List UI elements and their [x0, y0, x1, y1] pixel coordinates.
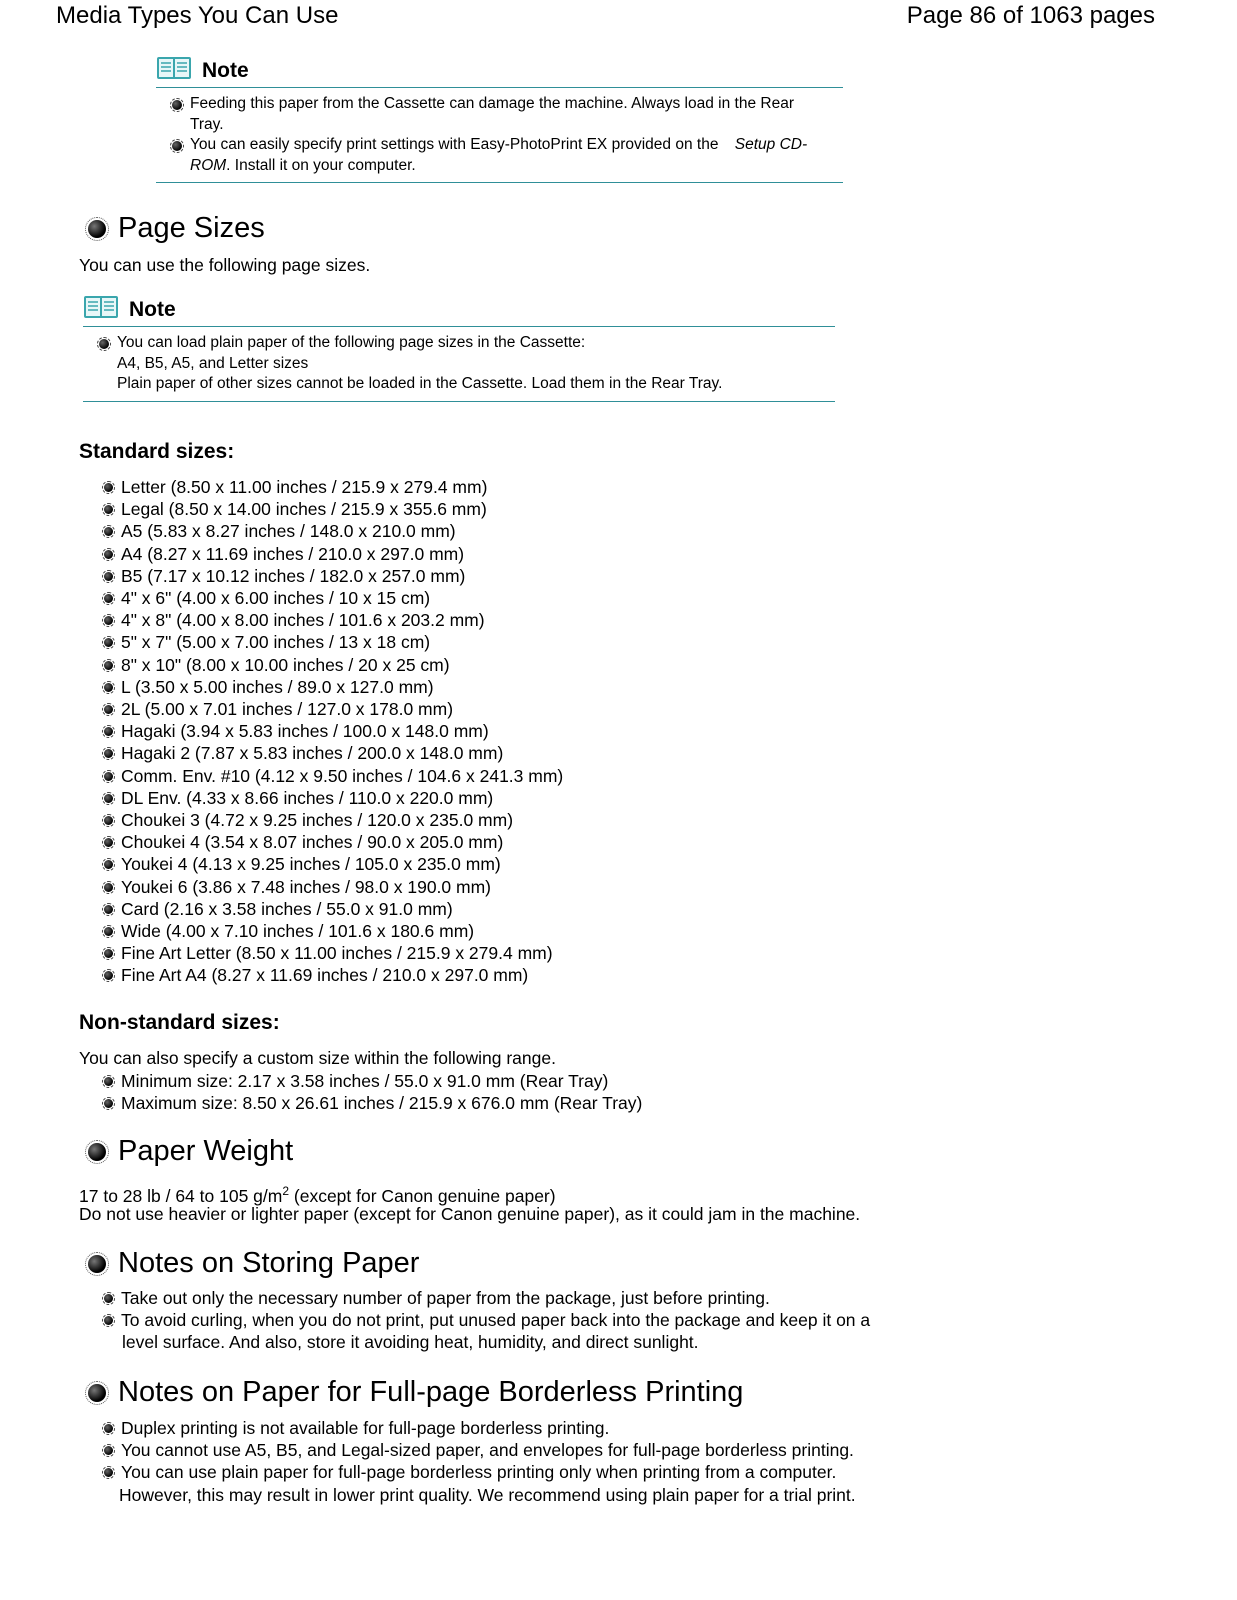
list-item-text: 4" x 8" (4.00 x 8.00 inches / 101.6 x 203.2 mm): [121, 610, 485, 631]
list-item: [104, 1092, 642, 1114]
note-item: [83, 333, 835, 395]
list-item: [104, 565, 563, 587]
bullet-icon: [104, 594, 113, 603]
list-item-text: Comm. Env. #10 (4.12 x 9.50 inches / 104.6 x 241.3 mm): [121, 765, 564, 786]
bullet-icon: [88, 220, 106, 238]
note-text: Feeding this paper from the Cassette can damage the machine. Always load in the Rear: [190, 95, 794, 112]
list-item: [104, 1309, 870, 1353]
bullet-icon: [104, 661, 113, 670]
list-item-text: Hagaki 2 (7.87 x 5.83 inches / 200.0 x 148.0 mm): [121, 743, 504, 764]
list-item-text: B5 (7.17 x 10.12 inches / 182.0 x 257.0 mm): [121, 565, 466, 586]
list-item-text: 5" x 7" (5.00 x 7.00 inches / 13 x 18 cm): [121, 632, 431, 653]
list-item: [104, 942, 563, 964]
list-item: [104, 876, 563, 898]
bullet-icon: [104, 1316, 113, 1325]
note-text: . Install it on your computer.: [226, 156, 416, 174]
storing-list: [104, 1287, 870, 1354]
list-item-text: 8" x 10" (8.00 x 10.00 inches / 20 x 25 cm): [121, 654, 450, 675]
bullet-icon: [172, 100, 182, 110]
bullet-icon: [104, 905, 113, 914]
list-item: [104, 1070, 642, 1092]
note-text: Tray.: [190, 115, 224, 133]
bullet-icon: [104, 705, 113, 714]
list-item: [104, 765, 563, 787]
list-item-text: Fine Art Letter (8.50 x 11.00 inches / 215.9 x 279.4 mm): [121, 943, 553, 964]
list-item-text: Youkei 6 (3.86 x 7.48 inches / 98.0 x 190.0 mm): [121, 876, 491, 897]
list-item: [104, 831, 563, 853]
list-item: [104, 587, 563, 609]
list-item: [104, 742, 563, 764]
list-item: [104, 676, 563, 698]
list-item-text: A4 (8.27 x 11.69 inches / 210.0 x 297.0 mm): [121, 543, 465, 564]
list-item: [104, 1417, 856, 1439]
weight-text: (except for Canon genuine paper): [289, 1185, 556, 1206]
heading-text: Notes on Paper for Full-page Borderless Printing: [118, 1376, 744, 1408]
bullet-icon: [104, 971, 113, 980]
list-item-text: Youkei 4 (4.13 x 9.25 inches / 105.0 x 235.0 mm): [121, 854, 501, 875]
note-text: Plain paper of other sizes cannot be loaded in the Cassette. Load them in the Rear Tray.: [117, 375, 723, 392]
list-item-text: You can use plain paper for full-page borderless printing only when printing from a computer.: [121, 1462, 837, 1483]
note-text-italic: ROM: [190, 156, 227, 174]
list-item-text: Duplex printing is not available for full-page borderless printing.: [121, 1418, 610, 1438]
list-item: [104, 520, 563, 542]
nonstandard-sizes-list: [104, 1070, 642, 1114]
bullet-icon: [104, 483, 113, 492]
bullet-icon: [104, 1077, 113, 1086]
note-text: A4, B5, A5, and Letter sizes: [117, 354, 309, 372]
heading-text: Notes on Storing Paper: [118, 1247, 420, 1279]
bullet-icon: [104, 550, 113, 559]
bullet-icon: [104, 794, 113, 803]
list-item-text: Wide (4.00 x 7.10 inches / 101.6 x 180.6 mm): [121, 921, 475, 942]
bullet-icon: [104, 1468, 113, 1477]
note-text: You can easily specify print settings with Easy-PhotoPrint EX provided on the: [190, 136, 719, 153]
bullet-icon: [104, 505, 113, 514]
paragraph: Do not use heavier or lighter paper (except for Canon genuine paper), as it could jam in the machine.: [79, 1204, 861, 1224]
note-list: [83, 327, 835, 402]
note-box-cassette: [156, 55, 843, 183]
list-item-text: Legal (8.50 x 14.00 inches / 215.9 x 355.6 mm): [121, 499, 487, 520]
note-box-cassette-sizes: [83, 294, 835, 402]
page-header: [56, 2, 1155, 32]
bullet-icon: [104, 1294, 113, 1303]
bullet-icon: [88, 1384, 106, 1402]
note-text-italic: Setup CD-: [734, 136, 808, 153]
paragraph: You can also specify a custom size within the following range.: [79, 1048, 556, 1068]
list-item-text: Minimum size: 2.17 x 3.58 inches / 55.0 x 91.0 mm (Rear Tray): [121, 1071, 609, 1091]
note-item: [156, 94, 843, 135]
note-item: [156, 135, 843, 176]
bullet-icon: [104, 949, 113, 958]
list-item: [104, 853, 563, 875]
list-item: [104, 498, 563, 520]
bullet-icon: [104, 616, 113, 625]
bullet-icon: [104, 927, 113, 936]
bullet-icon: [104, 727, 113, 736]
list-item: [104, 698, 563, 720]
list-item: [104, 809, 563, 831]
list-item-text: Maximum size: 8.50 x 26.61 inches / 215.9 x 676.0 mm (Rear Tray): [121, 1093, 643, 1114]
note-label: Note: [202, 59, 249, 82]
bullet-icon: [104, 572, 113, 581]
bullet-icon: [104, 1424, 113, 1433]
weight-text: 17 to 28 lb / 64 to 105 g/m: [79, 1185, 283, 1206]
list-item-text: Letter (8.50 x 11.00 inches / 215.9 x 279.4 mm): [121, 477, 488, 497]
bullet-icon: [104, 816, 113, 825]
list-item: [104, 787, 563, 809]
list-item: [104, 476, 563, 498]
list-item-text: L (3.50 x 5.00 inches / 89.0 x 127.0 mm): [121, 676, 434, 697]
list-item: [104, 631, 563, 653]
list-item: [104, 920, 563, 942]
bullet-icon: [104, 860, 113, 869]
bullet-icon: [99, 339, 109, 349]
bullet-icon: [104, 1099, 113, 1108]
book-icon: [156, 55, 192, 81]
heading-text: Paper Weight: [118, 1135, 294, 1167]
list-item-text: Take out only the necessary number of paper from the package, just before printing.: [121, 1288, 770, 1308]
note-text: You can load plain paper of the following page sizes in the Cassette:: [117, 334, 586, 351]
list-item: [104, 1287, 870, 1309]
list-item-text: Card (2.16 x 3.58 inches / 55.0 x 91.0 mm): [121, 898, 453, 919]
bullet-icon: [172, 141, 182, 151]
borderless-list: [104, 1417, 856, 1506]
note-label: Note: [129, 298, 176, 321]
list-item: [104, 720, 563, 742]
list-item-text: However, this may result in lower print quality. We recommend using plain paper for a trial print.: [119, 1484, 856, 1505]
list-item: [104, 543, 563, 565]
document-title: Media Types You Can Use: [56, 2, 339, 29]
subheading-standard-sizes: Standard sizes:: [79, 440, 235, 463]
subheading-nonstandard-sizes: Non-standard sizes:: [79, 1011, 280, 1034]
bullet-icon: [104, 1446, 113, 1455]
bullet-icon: [104, 772, 113, 781]
note-header: [156, 55, 843, 88]
list-item-text: level surface. And also, store it avoiding heat, humidity, and direct sunlight.: [122, 1332, 699, 1353]
bullet-icon: [104, 838, 113, 847]
list-item-text: 2L (5.00 x 7.01 inches / 127.0 x 178.0 mm): [121, 699, 454, 720]
list-item-text: Choukei 3 (4.72 x 9.25 inches / 120.0 x 235.0 mm): [121, 810, 514, 831]
heading-text: Page Sizes: [118, 212, 265, 244]
bullet-icon: [104, 749, 113, 758]
page-number: Page 86 of 1063 pages: [906, 2, 1155, 29]
bullet-icon: [104, 883, 113, 892]
list-item: [104, 964, 563, 986]
paragraph: You can use the following page sizes.: [79, 255, 371, 275]
list-item-text: DL Env. (4.33 x 8.66 inches / 110.0 x 220.0 mm): [121, 787, 494, 808]
list-item-text: Hagaki (3.94 x 5.83 inches / 100.0 x 148.0 mm): [121, 721, 489, 742]
list-item: [104, 898, 563, 920]
bullet-icon: [88, 1143, 106, 1161]
book-icon: [83, 294, 119, 320]
list-item: [104, 609, 563, 631]
list-item-text: You cannot use A5, B5, and Legal-sized paper, and envelopes for full-page borderless printing.: [121, 1440, 854, 1461]
list-item-text: Fine Art A4 (8.27 x 11.69 inches / 210.0 x 297.0 mm): [121, 965, 529, 986]
list-item-text: Choukei 4 (3.54 x 8.07 inches / 90.0 x 205.0 mm): [121, 832, 504, 853]
bullet-icon: [104, 527, 113, 536]
list-item-text: 4" x 6" (4.00 x 6.00 inches / 10 x 15 cm): [121, 588, 431, 609]
bullet-icon: [88, 1255, 106, 1273]
list-item: [104, 1439, 856, 1461]
note-list: [156, 88, 843, 183]
list-item-text: A5 (5.83 x 8.27 inches / 148.0 x 210.0 mm): [121, 521, 456, 542]
bullet-icon: [104, 638, 113, 647]
list-item: [104, 1461, 856, 1505]
bullet-icon: [104, 683, 113, 692]
note-header: [83, 294, 835, 327]
superscript: 2: [282, 1184, 290, 1198]
standard-sizes-list: [104, 476, 563, 987]
list-item-text: To avoid curling, when you do not print, put unused paper back into the package and keep it on a: [121, 1310, 871, 1331]
list-item: [104, 654, 563, 676]
